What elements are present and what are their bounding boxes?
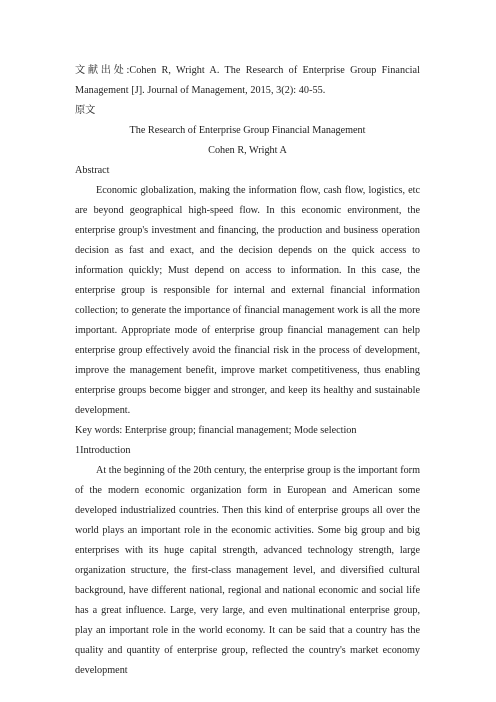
- keywords-line: Key words: Enterprise group; financial management; Mode selection: [75, 425, 357, 436]
- intro-body: At the beginning of the 20th century, the enterprise group is the important form of the modern economic organization form in European and American some developed industrialized countries. Then this kind of enterprise groups all over the world plays an important role in the economic activities. Some big group and big enterprises with its huge capital strength, advanced technology strength, large organization structure, the first-class management level, and diversified cultural background, have different national, regional and national economic and social life has a great influence. Large, very large, and even multinational enterprise group, play an important role in the world economy. It can be said that a country has the quality and quantity of enterprise group, reflected the country's market economy development: [75, 465, 420, 676]
- document-content: [75, 61, 420, 676]
- abstract-body: Economic globalization, making the information flow, cash flow, logistics, etc are beyond geographical high-speed flow. In this economic environment, the enterprise group's investment and financing, the production and business operation decision as fast and exact, and the decision depends on the quick access to information quickly; Must depend on access to information. In this case, the enterprise group is responsible for internal and external financial information collection; to generate the importance of financial management work is all the more important. Appropriate mode of enterprise group financial management can help enterprise group effectively avoid the financial risk in the process of development, improve the management benefit, improve market competitiveness, thus enabling enterprise groups become bigger and stronger, and keep its healthy and sustainable development.: [75, 185, 420, 416]
- paper-authors: Cohen R, Wright A: [208, 145, 287, 156]
- original-text-label: 原文: [75, 105, 96, 116]
- abstract-heading: Abstract: [75, 165, 110, 176]
- source-citation: 文献出处:Cohen R, Wright A. The Research of Enterprise Group Financial Management [J]. Journal of Management, 2015, 3(2): 40-55.: [75, 65, 420, 96]
- intro-heading: 1Introduction: [75, 445, 131, 456]
- paper-title: The Research of Enterprise Group Financial Management: [129, 125, 366, 136]
